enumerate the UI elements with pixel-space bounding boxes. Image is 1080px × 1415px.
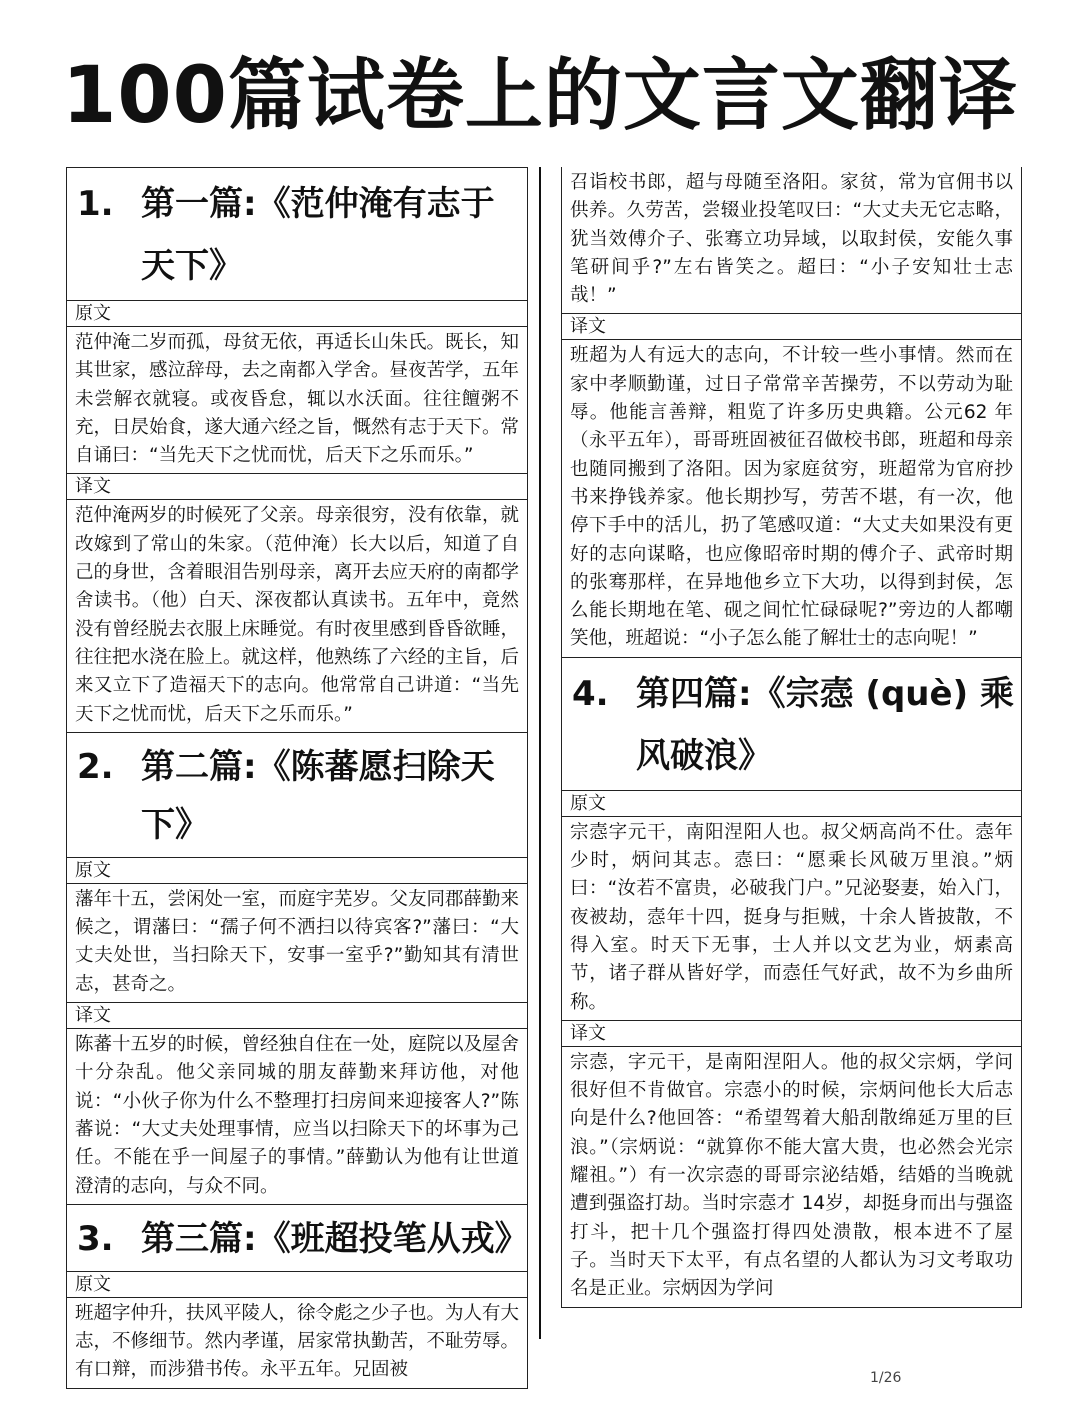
article-1-title: 第一篇:《范仲淹有志于天下》 [141, 184, 495, 286]
article-4-number: 4. [572, 673, 609, 714]
page-number: 1/26 [870, 1370, 902, 1386]
article-1-original-label: 原文 [66, 301, 528, 327]
article-4-original-label: 原文 [561, 791, 1022, 817]
article-1-translation-text: 范仲淹两岁的时候死了父亲。母亲很穷，没有依靠，就改嫁到了常山的朱家。（范仲淹）长大以后，知道了自己的身世，含着眼泪告别母亲，离开去应天府的南都学舍读书。（他）白天、深夜都认真读书。五年中，竟然没有曾经脱去衣服上床睡觉。有时夜里感到昏昏欲睡，往往把水浇在脸上。就这样，他熟练了六经的主旨，后来又立下了造福天下的志向。他常常自己讲道：“当先天下之忧而忧，后天下之乐而乐。” [66, 500, 528, 732]
article-1-original-text: 范仲淹二岁而孤，母贫无依，再适长山朱氏。既长，知其世家，感泣辞母，去之南都入学舍。昼夜苦学，五年未尝解衣就寝。或夜昏怠，辄以水沃面。往往饘粥不充，日昃始食，遂大通六经之旨，慨然有志于天下。常自诵曰：“当先天下之忧而忧，后天下之乐而乐。” [66, 327, 528, 474]
document-title: 100篇试卷上的文言文翻译 [62, 51, 1018, 141]
article-3-translation-text: 班超为人有远大的志向，不计较一些小事情。然而在家中孝顺勤谨，过日子常常辛苦操劳，不以劳动为耻辱。他能言善辩，粗览了许多历史典籍。公元62 年（永平五年），哥哥班固被征召做校书郎，班超和母亲也随同搬到了洛阳。因为家庭贫穷，班超常为官府抄书来挣钱养家。他长期抄写，劳苦不堪，有一次，他停下手中的活儿，扔了笔感叹道：“大丈夫如果没有更好的志向谋略，也应像昭帝时期的傅介子、武帝时期的张骞那样，在异地他乡立下大功，以得到封侯，怎么能长期地在笔、砚之间忙忙碌碌呢?”旁边的人都嘲笑他，班超说：“小子怎么能了解壮士的志向呢！” [561, 340, 1022, 657]
article-3-original-text-part2: 召诣校书郎，超与母随至洛阳。家贫，常为官佣书以供养。久劳苦，尝辍业投笔叹曰：“大丈夫无它志略，犹当效傅介子、张骞立功异域，以取封侯，安能久事笔研间乎?”左右皆笑之。超曰：“小子安知壮士志哉！” [561, 167, 1022, 314]
article-4-translation-text: 宗悫，字元干，是南阳涅阳人。他的叔父宗炳，学问很好但不肯做官。宗悫小的时候，宗炳问他长大后志向是什么?他回答：“希望驾着大船刮散绵延万里的巨浪。”（宗炳说：“就算你不能大富大贵，也必然会光宗耀祖。”）有一次宗悫的哥哥宗泌结婚，结婚的当晚就遭到强盗打劫。当时宗悫才 14岁，却挺身而出与强盗打斗，把十几个强盗打得四处溃散，根本进不了屋子。当时天下太平，有点名望的人都认为习文考取功名是正业。宗炳因为学问 [561, 1047, 1022, 1308]
article-3-number: 3. [77, 1218, 114, 1259]
article-2-translation-label: 译文 [66, 1003, 528, 1029]
left-column [66, 167, 528, 1389]
article-2-original-text: 藩年十五，尝闲处一室，而庭宇芜岁。父友同郡薛勤来候之，谓藩曰：“孺子何不洒扫以待宾客?”藩曰：“大丈夫处世，当扫除天下，安事一室乎?”勤知其有清世志，甚奇之。 [66, 884, 528, 1003]
article-4-heading [561, 658, 1022, 791]
article-1-translation-label: 译文 [66, 474, 528, 500]
article-2-number: 2. [77, 746, 114, 787]
article-3-heading [66, 1205, 528, 1272]
article-4-translation-label: 译文 [561, 1021, 1022, 1047]
article-1-number: 1. [77, 184, 114, 224]
article-3-title: 第三篇:《班超投笔从戎》 [141, 1218, 529, 1259]
article-4-original-text: 宗悫字元干，南阳涅阳人也。叔父炳高尚不仕。悫年少时，炳问其志。悫曰：“愿乘长风破万里浪。”炳曰：“汝若不富贵，必破我门户。”兄泌娶妻，始入门，夜被劫，悫年十四，挺身与拒贼，十余人皆披散，不得入室。时天下无事，士人并以文艺为业，炳素高节，诸子群从皆好学，而悫任气好武，故不为乡曲所称。 [561, 817, 1022, 1021]
article-1-heading [66, 167, 528, 301]
article-3-original-text-part1: 班超字仲升，扶风平陵人，徐令彪之少子也。为人有大志，不修细节。然内孝谨，居家常执勤苦，不耻劳辱。有口辩，而涉猎书传。永平五年。兄固被 [66, 1298, 528, 1389]
column-divider [539, 167, 541, 1339]
right-column [561, 167, 1022, 1308]
article-3-original-label: 原文 [66, 1272, 528, 1298]
article-2-heading [66, 733, 528, 858]
article-2-original-label: 原文 [66, 858, 528, 884]
article-3-translation-label: 译文 [561, 314, 1022, 340]
article-2-translation-text: 陈蕃十五岁的时候，曾经独自住在一处，庭院以及屋舍十分杂乱。他父亲同城的朋友薛勤来拜访他，对他说：“小伙子你为什么不整理打扫房间来迎接客人?”陈蕃说：“大丈夫处理事情，应当以扫除天下的坏事为己任。不能在乎一间屋子的事情。”薛勤认为他有让世道澄清的志向，与众不同。 [66, 1029, 528, 1205]
article-2-title: 第二篇:《陈蕃愿扫除天下》 [141, 746, 495, 845]
article-4-title: 第四篇:《宗悫 (què) 乘风破浪》 [636, 673, 1014, 776]
